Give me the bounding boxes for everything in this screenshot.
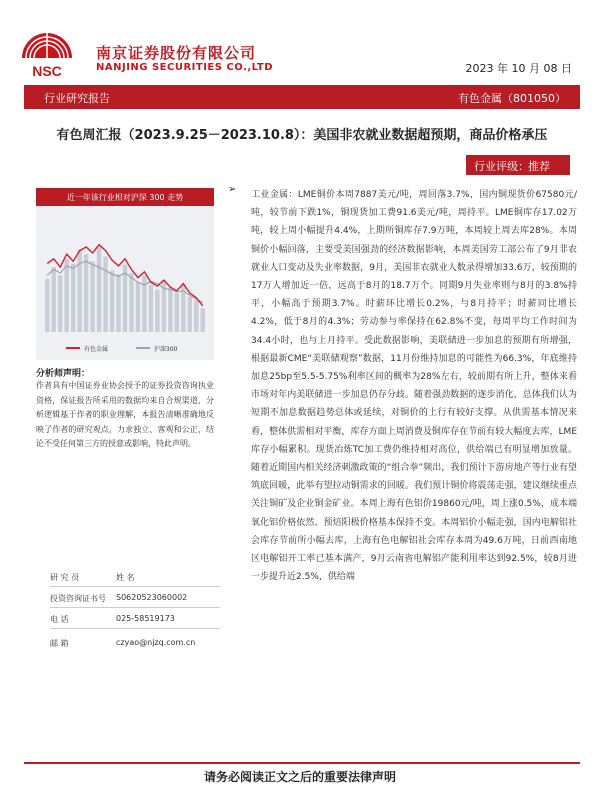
divider <box>50 628 220 629</box>
contact-key: 研 究 员 <box>50 573 80 582</box>
bullet-arrow-icon: ➢ <box>228 184 237 195</box>
chart-bar <box>110 271 114 332</box>
chart-bar <box>129 273 133 332</box>
divider <box>50 607 220 608</box>
contact-email[interactable]: czyao@njzq.com.cn <box>116 638 196 647</box>
analyst-statement-body: 作者具有中国证券业协会授予的证券投资咨询执业资格，保证报告所采用的数据均来自合规渠道，分析逻辑基于作者的职业理解，本报告清晰准确地反映了作者的研究观点，力求独立、客观和公正，结论不受任何第三方的授意或影响，特此声明。 <box>36 381 214 448</box>
contact-row-email <box>50 638 220 650</box>
report-type: 行业研究报告 <box>44 92 110 105</box>
chart-bar <box>64 259 68 332</box>
rating-label: 行业评级： <box>474 160 529 173</box>
report-title: 有色周汇报（2023.9.25－2023.10.8）：美国非农就业数据超预期，商品价格承压 <box>56 128 548 143</box>
contact-row-cert <box>50 593 220 605</box>
chart-bar <box>116 274 120 332</box>
contact-key: 电 话 <box>50 615 69 624</box>
chart-header: 近一年该行业相对沪深 300 走势 <box>36 188 214 206</box>
chart-bar <box>84 254 88 332</box>
chart-bar <box>71 264 75 332</box>
footer-rule <box>24 762 580 764</box>
logo-fan-icon <box>22 33 72 58</box>
chart-bar <box>103 256 107 332</box>
rating-value: 推荐 <box>528 160 550 173</box>
chart-bar <box>194 300 198 332</box>
contact-key: 邮 箱 <box>50 639 69 648</box>
contact-key: 投资咨询证书号 <box>50 594 106 603</box>
header-band <box>24 85 580 109</box>
contact-value: 025-58519173 <box>116 614 175 623</box>
chart-bar <box>45 279 49 332</box>
chart-bar <box>175 293 179 332</box>
legal-notice-footer: 请务必阅读正文之后的重要法律声明 <box>203 770 396 784</box>
legend-label-nonferrous: 有色金属 <box>84 346 109 353</box>
contact-value: 姓 名 <box>116 573 135 582</box>
chart-plot <box>36 206 214 360</box>
sector-label: 有色金属（801050） <box>458 92 566 105</box>
chart-bar <box>90 261 94 332</box>
chart-bar <box>188 297 192 332</box>
company-logo <box>18 18 76 80</box>
chart-bar <box>97 247 101 332</box>
company-name-cn: 南京证券股份有限公司 <box>96 44 257 62</box>
legend-label-hs300: 沪深300 <box>154 346 178 353</box>
relative-performance-chart <box>36 188 214 360</box>
contact-row-analyst <box>50 572 220 584</box>
report-date: 2023 年 10 月 08 日 <box>465 62 572 75</box>
contact-value: S0620523060002 <box>116 593 188 602</box>
logo-nsc-text: NSC <box>32 63 62 79</box>
chart-bar <box>149 285 153 332</box>
divider <box>50 586 220 587</box>
analyst-statement-title: 分析师声明： <box>36 369 91 379</box>
main-body-text: 工业金属：LME铜价本周7887美元/吨，周回落3.7%，国内铜现货价67580元/吨，较节前下跌1%，铜现货加工费91.6美元/吨，周持平。LME铜库存17.02万吨，较上周小幅提升4.4%，上期所铜库存7.9万吨，本周较上周去库28%。本周铜价小幅回落，主要受美国强劲的经济数据影响，本周美国劳工部公布了9月非农就业人口变动及失业率数据，9月，美国非农就业人数录得增加33.6万，较预期的17万人增加近一倍，远高于8月的18.7万个。同期9月失业率则与8月的3.8%持平，小幅高于预期3.7%。时薪环比增长0.2%，与8月持平；时薪同比增长4.2%，低于8月的4.3%；劳动参与率保持在62.8%不变，每周平均工作时间为34.4小时，也与上月持平。受此数据影响，美联储进一步加息的预期有所增强，根据最新CME“美联储观察”数据，11月份维持加息的可能性为66.3%，年底维持加息25bp至5.5-5.75%利率区间的概率为28%左右，较前期有所上升，整体来看市场对年内美联储进一步加息仍存分歧。随着强劲数据的逐步消化，总体我们认为短期不加息数据趋势总体或延续，对铜价的上行有较好支撑。从供需基本情况来看，整体供需相对平衡，库存方面上周消费及铜库存在节前有较大幅度去库，LME库存小幅累积。现货冶炼TC加工费仍维持相对高位，供给端已有明显增加放量。随着近期国内相关经济刺激政策的“组合拳”频出，我们预计下游房地产等行业有望筑底回暖，此举有望拉动铜需求的回暖。我们预计铜价将震荡走强，建议继续重点关注铜矿及企业铜金矿业。本周上海有色铝价19860元/吨，周上涨0.5%，成本端氧化铝价格依然、预焙阳极价格基本保持不变。本周铝价小幅走强，国内电解铝社会库存节前所小幅去库，上海有色电解铝社会库存本周为49.6万吨，日前西南地区电解铝开工率已基本满产，9月云南省电解铝产能利用率达到92.5%，较8月进一步提升近2.5%，供给端 <box>251 190 577 583</box>
chart-bar <box>58 275 62 332</box>
chart-bar <box>136 282 140 332</box>
chart-bar <box>155 290 159 332</box>
company-name-en: NANJING SECURITIES CO.,LTD <box>96 62 274 73</box>
contact-row-phone <box>50 614 220 626</box>
chart-bar <box>51 267 55 332</box>
chart-bar <box>201 308 205 332</box>
chart-bar <box>77 249 81 332</box>
rating-box <box>466 155 570 175</box>
chart-bar <box>168 287 172 332</box>
